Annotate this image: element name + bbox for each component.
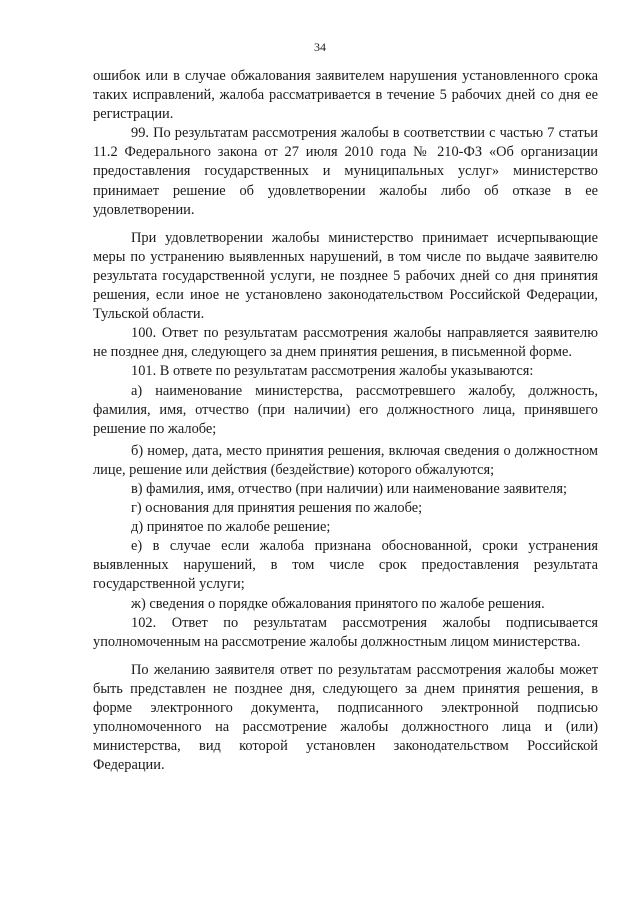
paragraph-101-zh: ж) сведения о порядке обжалования принятого по жалобе решения. — [131, 595, 545, 612]
paragraph-101-v: в) фамилия, имя, отчество (при наличии) или наименование заявителя; — [131, 480, 567, 497]
paragraph-satisfaction: При удовлетворении жалобы министерство принимает исчерпывающие меры по устранению выявленных нарушений, в том числе по выдаче заявителю результата государственной услуги, не позднее 5 рабочих дней со дня принятия решения, если иное не установлено законодательством Российской Федерации, Тульской области. — [93, 229, 598, 323]
paragraph-101-d: д) принятое по жалобе решение; — [131, 519, 331, 536]
document-body — [93, 67, 598, 775]
paragraph-101-b: б) номер, дата, место принятия решения, включая сведения о должностном лице, решение или действия (бездействие) которого обжалуются; — [93, 442, 598, 478]
paragraph-electronic-answer: По желанию заявителя ответ по результатам рассмотрения жалобы может быть представлен не позднее дня, следующего за днем принятия решения, в форме электронного документа, подписанного электронной подписью уполномоченного на рассмотрение жалобы должностного лица и (или) министерства, вид которой установлен законодательством Российской Федерации. — [93, 661, 598, 774]
paragraph-102: 102. Ответ по результатам рассмотрения жалобы подписывается уполномоченным на рассмотрение жалобы должностным лицом министерства. — [93, 614, 598, 650]
paragraph-100: 100. Ответ по результатам рассмотрения жалобы направляется заявителю не позднее дня, следующего за днем принятия решения, в письменной форме. — [93, 325, 598, 361]
page-number: 34 — [314, 40, 326, 54]
paragraph-continuation: ошибок или в случае обжалования заявителем нарушения установленного срока таких исправлений, жалоба рассматривается в течение 5 рабочих дней со дня ее регистрации. — [93, 68, 598, 123]
paragraph-101-a: а) наименование министерства, рассмотревшего жалобу, должность, фамилия, имя, отчество (при наличии) его должностного лица, принявшего решение по жалобе; — [93, 382, 598, 437]
paragraph-101: 101. В ответе по результатам рассмотрения жалобы указываются: — [131, 363, 534, 380]
paragraph-101-e: е) в случае если жалоба признана обоснованной, сроки устранения выявленных нарушений, в том числе срок предоставления результата государственной услуги; — [93, 538, 598, 593]
paragraph-101-g: г) основания для принятия решения по жалобе; — [131, 500, 423, 517]
paragraph-99: 99. По результатам рассмотрения жалобы в соответствии с частью 7 статьи 11.2 Федерального закона от 27 июля 2010 года № 210-ФЗ «Об организации предоставления государственных и муниципальных услуг» министерство принимает решение об удовлетворении жалобы либо об отказе в ее удовлетворении. — [93, 125, 598, 218]
